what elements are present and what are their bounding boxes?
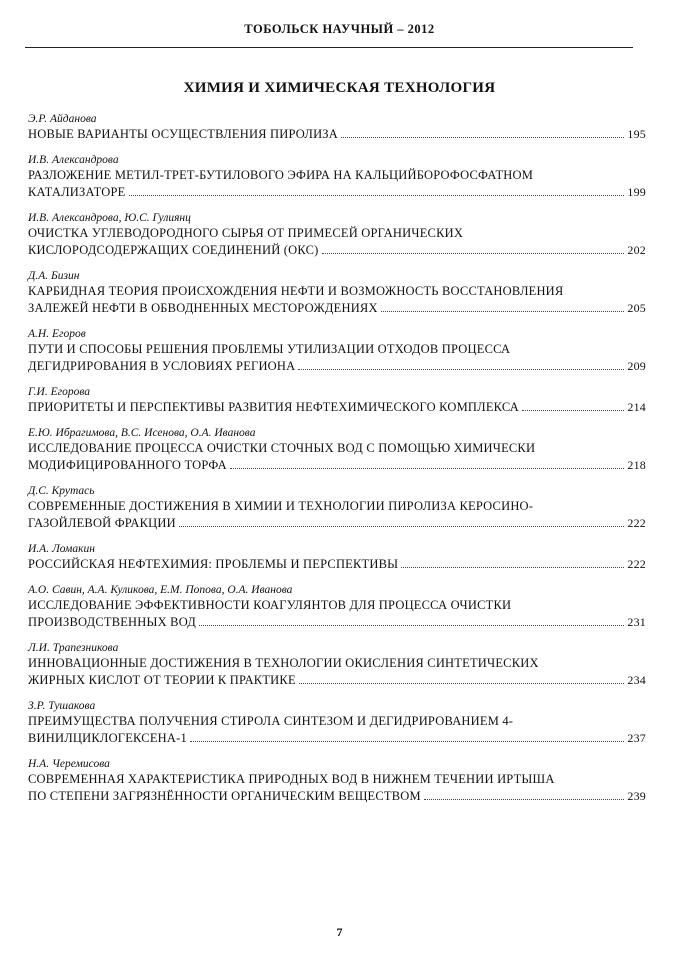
entry-page-number: 199: [627, 185, 646, 199]
dot-leader: [522, 410, 624, 411]
dot-leader: [424, 799, 625, 800]
entry-page-number: 239: [627, 789, 646, 803]
dot-leader: [129, 195, 625, 196]
entry-title-line: ОЧИСТКА УГЛЕВОДОРОДНОГО СЫРЬЯ ОТ ПРИМЕСЕЙ ОРГАНИЧЕСКИХ: [28, 226, 464, 240]
entry-title-last-line: [28, 672, 646, 689]
entry-page-number: 234: [627, 673, 646, 687]
entry-title-last-line: [28, 515, 646, 532]
entry-title-last-line: [28, 184, 646, 201]
toc-entry: [28, 211, 646, 259]
entry-author: Н.А. Черемисова: [28, 758, 110, 770]
entry-title-line: ПУТИ И СПОСОБЫ РЕШЕНИЯ ПРОБЛЕМЫ УТИЛИЗАЦИИ ОТХОДОВ ПРОЦЕССА: [28, 342, 511, 356]
entry-title-last-line: [28, 556, 646, 573]
dot-leader: [381, 311, 625, 312]
entry-author: Л.И. Трапезникова: [28, 642, 119, 654]
entry-author: Д.А. Бизин: [28, 270, 80, 282]
entry-title-text: КАТАЛИЗАТОРЕ: [28, 185, 126, 199]
dot-leader: [190, 741, 624, 742]
entry-title-line: СОВРЕМЕННЫЕ ДОСТИЖЕНИЯ В ХИМИИ И ТЕХНОЛОГИИ ПИРОЛИЗА КЕРОСИНО-: [28, 499, 534, 513]
entry-title-line: СОВРЕМЕННАЯ ХАРАКТЕРИСТИКА ПРИРОДНЫХ ВОД В НИЖНЕМ ТЕЧЕНИИ ИРТЫША: [28, 772, 555, 786]
entry-title-line: КАРБИДНАЯ ТЕОРИЯ ПРОИСХОЖДЕНИЯ НЕФТИ И ВОЗМОЖНОСТЬ ВОССТАНОВЛЕНИЯ: [28, 284, 564, 298]
entry-page-number: 222: [627, 557, 646, 571]
dot-leader: [230, 468, 625, 469]
dot-leader: [179, 526, 625, 527]
entry-title-text: ЖИРНЫХ КИСЛОТ ОТ ТЕОРИИ К ПРАКТИКЕ: [28, 673, 296, 687]
entry-title-line: ИННОВАЦИОННЫЕ ДОСТИЖЕНИЯ В ТЕХНОЛОГИИ ОКИСЛЕНИЯ СИНТЕТИЧЕСКИХ: [28, 656, 539, 670]
page-number: 7: [336, 925, 343, 939]
entry-author: Д.С. Крутась: [28, 485, 95, 497]
entry-title-line: ПРЕИМУЩЕСТВА ПОЛУЧЕНИЯ СТИРОЛА СИНТЕЗОМ И ДЕГИДРИРОВАНИЕМ 4-: [28, 714, 514, 728]
entry-title-line: РАЗЛОЖЕНИЕ МЕТИЛ-ТРЕТ-БУТИЛОВОГО ЭФИРА НА КАЛЬЦИЙБОРОФОСФАТНОМ: [28, 168, 534, 182]
toc-entry: [28, 112, 646, 143]
entry-title-text: ПРОИЗВОДСТВЕННЫХ ВОД: [28, 615, 197, 629]
toc-entry: [28, 542, 646, 573]
dot-leader: [298, 369, 624, 370]
entry-author: А.О. Савин, А.А. Куликова, Е.М. Попова, О.А. Иванова: [28, 584, 293, 596]
dot-leader: [322, 253, 625, 254]
toc-entry: [28, 385, 646, 416]
toc-entry: [28, 269, 646, 317]
entry-title-text: ГАЗОЙЛЕВОЙ ФРАКЦИИ: [28, 516, 176, 530]
entry-page-number: 205: [627, 301, 646, 315]
toc-entry: [28, 327, 646, 375]
entry-title-text: ДЕГИДРИРОВАНИЯ В УСЛОВИЯХ РЕГИОНА: [28, 359, 296, 373]
entry-author: И.В. Александрова: [28, 154, 119, 166]
toc-entry: [28, 641, 646, 689]
entry-author: И.А. Ломакин: [28, 543, 95, 555]
entry-author: И.В. Александрова, Ю.С. Гулиянц: [28, 212, 191, 224]
entry-title-last-line: [28, 242, 646, 259]
entry-page-number: 231: [627, 615, 646, 629]
entry-title-text: НОВЫЕ ВАРИАНТЫ ОСУЩЕСТВЛЕНИЯ ПИРОЛИЗА: [28, 127, 338, 141]
entry-title-last-line: [28, 457, 646, 474]
entry-title-line: ИССЛЕДОВАНИЕ ПРОЦЕССА ОЧИСТКИ СТОЧНЫХ ВОД С ПОМОЩЬЮ ХИМИЧЕСКИ: [28, 441, 536, 455]
entry-title-text: ПО СТЕПЕНИ ЗАГРЯЗНЁННОСТИ ОРГАНИЧЕСКИМ ВЕЩЕСТВОМ: [28, 789, 421, 803]
header-rule: [25, 47, 633, 48]
toc-entry: [28, 699, 646, 747]
entry-title-text: РОССИЙСКАЯ НЕФТЕХИМИЯ: ПРОБЛЕМЫ И ПЕРСПЕКТИВЫ: [28, 557, 399, 571]
entry-title-last-line: [28, 788, 646, 805]
entry-page-number: 218: [627, 458, 646, 472]
toc-entry: [28, 484, 646, 532]
toc-entry: [28, 757, 646, 805]
entry-author: Э.Р. Айданова: [28, 113, 97, 125]
entry-page-number: 222: [627, 516, 646, 530]
running-header: ТОБОЛЬСК НАУЧНЫЙ – 2012: [244, 22, 435, 36]
table-of-contents: [28, 112, 646, 815]
entry-title-text: ПРИОРИТЕТЫ И ПЕРСПЕКТИВЫ РАЗВИТИЯ НЕФТЕХИМИЧЕСКОГО КОМПЛЕКСА: [28, 400, 520, 414]
dot-leader: [401, 567, 624, 568]
entry-title-last-line: [28, 300, 646, 317]
section-title: ХИМИЯ И ХИМИЧЕСКАЯ ТЕХНОЛОГИЯ: [183, 80, 496, 96]
entry-author: Е.Ю. Ибрагимова, В.С. Исенова, О.А. Иванова: [28, 427, 256, 439]
dot-leader: [299, 683, 625, 684]
entry-page-number: 195: [627, 127, 646, 141]
dot-leader: [199, 625, 624, 626]
dot-leader: [341, 137, 624, 138]
entry-author: Г.И. Егорова: [28, 386, 91, 398]
entry-title-last-line: [28, 730, 646, 747]
entry-page-number: 214: [627, 400, 646, 414]
toc-entry: [28, 426, 646, 474]
entry-page-number: 202: [627, 243, 646, 257]
entry-title-last-line: [28, 399, 646, 416]
entry-title-last-line: [28, 126, 646, 143]
toc-entry: [28, 153, 646, 201]
entry-title-text: КИСЛОРОДСОДЕРЖАЩИХ СОЕДИНЕНИЙ (ОКС): [28, 243, 319, 257]
entry-page-number: 237: [627, 731, 646, 745]
entry-author: А.Н. Егоров: [28, 328, 86, 340]
entry-title-line: ИССЛЕДОВАНИЕ ЭФФЕКТИВНОСТИ КОАГУЛЯНТОВ ДЛЯ ПРОЦЕССА ОЧИСТКИ: [28, 598, 512, 612]
entry-title-last-line: [28, 614, 646, 631]
entry-title-last-line: [28, 358, 646, 375]
entry-author: З.Р. Тушакова: [28, 700, 96, 712]
entry-title-text: ЗАЛЕЖЕЙ НЕФТИ В ОБВОДНЕННЫХ МЕСТОРОЖДЕНИЯХ: [28, 301, 378, 315]
entry-title-text: ВИНИЛЦИКЛОГЕКСЕНА-1: [28, 731, 187, 745]
entry-title-text: МОДИФИЦИРОВАННОГО ТОРФА: [28, 458, 227, 472]
entry-page-number: 209: [627, 359, 646, 373]
toc-entry: [28, 583, 646, 631]
